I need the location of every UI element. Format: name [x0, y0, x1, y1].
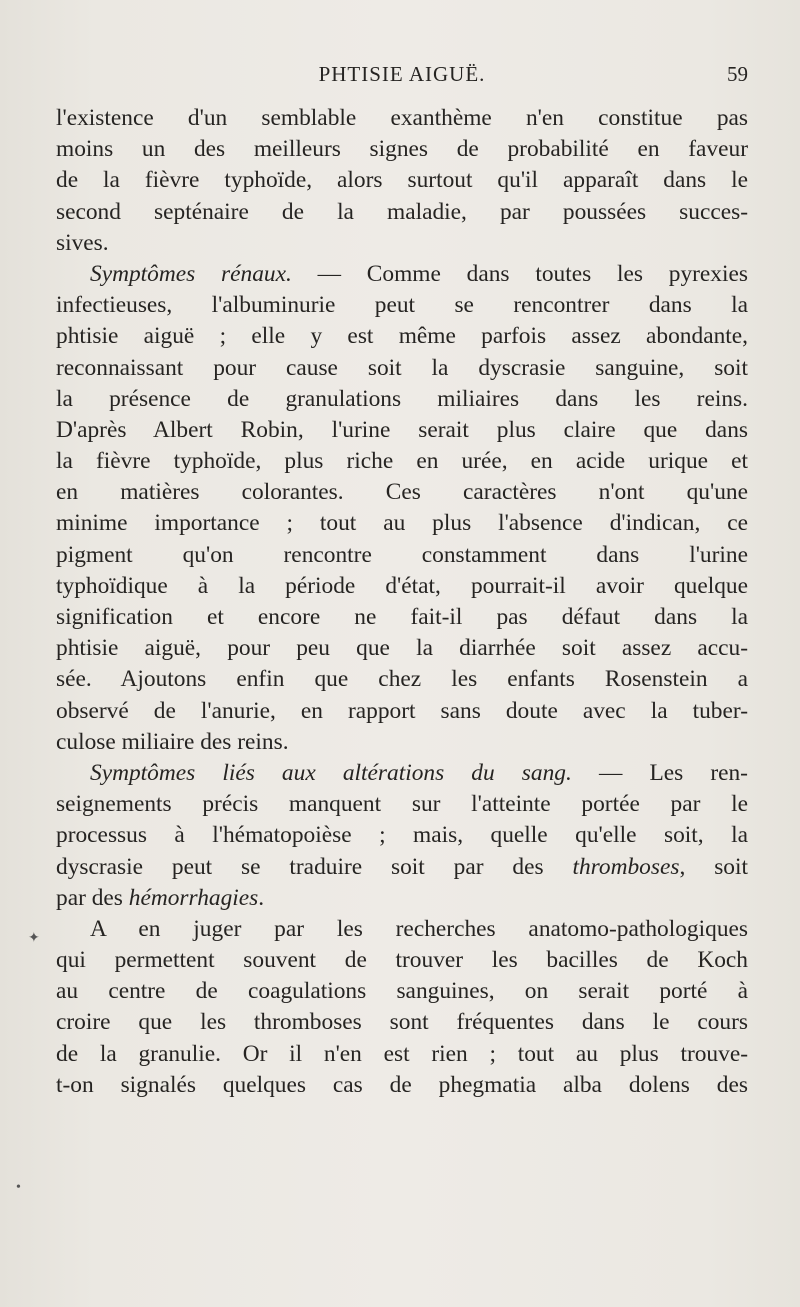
running-title: PHTISIE AIGUË. [318, 62, 486, 86]
text-fragment: , soit [679, 853, 748, 880]
text-line [56, 883, 748, 914]
body-text [56, 103, 748, 1101]
text-line: D'après Albert Robin, l'urine serait plus claire que dans [56, 416, 748, 443]
text-line: la présence de granulations miliaires dans les reins. [56, 385, 748, 412]
term-thromboses: thromboses [572, 853, 680, 880]
text-line: seignements précis manquent sur l'atteinte portée par le [56, 791, 748, 818]
text-fragment: par des [56, 884, 123, 911]
ink-speck-icon: • [16, 1180, 21, 1195]
text-line: reconnaissant pour cause soit la dyscrasie sanguine, soit [56, 354, 748, 381]
text-line: l'existence d'un semblable exanthème n'en constitue pas [56, 105, 748, 131]
text-line: phtisie aiguë, pour peu que la diarrhée soit assez accu- [56, 635, 748, 662]
text-line: infectieuses, l'albuminurie peut se rencontrer dans la [56, 292, 748, 319]
text-line: t-on signalés quelques cas de phegmatia alba dolens des [56, 1071, 748, 1098]
text-line: A en juger par les recherches anatomo-pathologiques [90, 915, 748, 942]
text-line: pigment qu'on rencontre constamment dans l'urine [56, 541, 748, 568]
section-heading-blood: Symptômes liés aux altérations du sang. [90, 759, 572, 786]
text-line [56, 758, 748, 789]
text-line: observé de l'anurie, en rapport sans doute avec la tuber- [56, 697, 748, 724]
text-line: culose miliaire des reins. [56, 728, 289, 755]
text-line: sée. Ajoutons enfin que chez les enfants Rosenstein a [56, 666, 748, 693]
text-line: sives. [56, 229, 109, 256]
text-line: minime importance ; tout au plus l'absence d'indican, ce [56, 510, 748, 537]
text-line: croire que les thromboses sont fréquentes dans le cours [56, 1009, 748, 1036]
text-line: au centre de coagulations sanguines, on serait porté à [56, 978, 748, 1005]
text-line: processus à l'hématopoièse ; mais, quelle qu'elle soit, la [56, 822, 748, 849]
text-fragment: dyscrasie peut se traduire soit par des [56, 853, 544, 880]
text-line [56, 852, 748, 883]
text-line: second septénaire de la maladie, par poussées succes- [56, 198, 748, 225]
text-fragment: — Comme dans toutes les pyrexies [317, 260, 748, 287]
term-hemorrhagies: hémorrhagies [128, 884, 259, 911]
text-line: moins un des meilleurs signes de probabilité en faveur [56, 136, 748, 163]
section-heading-renal: Symptômes rénaux. [90, 260, 292, 287]
text-fragment: . [258, 884, 265, 911]
page-number: 59 [727, 62, 748, 86]
text-line: signification et encore ne fait-il pas défaut dans la [56, 604, 748, 630]
ink-speck-icon: ✦ [28, 931, 40, 946]
text-line: typhoïdique à la période d'état, pourrait-il avoir quelque [56, 572, 748, 599]
text-line [56, 259, 748, 290]
text-line: la fièvre typhoïde, plus riche en urée, en acide urique et [56, 448, 748, 475]
text-line: qui permettent souvent de trouver les bacilles de Koch [56, 947, 748, 974]
text-line: de la granulie. Or il n'en est rien ; tout au plus trouve- [56, 1040, 748, 1067]
text-line: de la fièvre typhoïde, alors surtout qu'il apparaît dans le [56, 167, 748, 194]
text-fragment: — Les ren- [598, 759, 748, 786]
running-head [56, 62, 748, 92]
text-line: phtisie aiguë ; elle y est même parfois assez abondante, [56, 323, 748, 350]
text-line: en matières colorantes. Ces caractères n'ont qu'une [56, 479, 748, 506]
